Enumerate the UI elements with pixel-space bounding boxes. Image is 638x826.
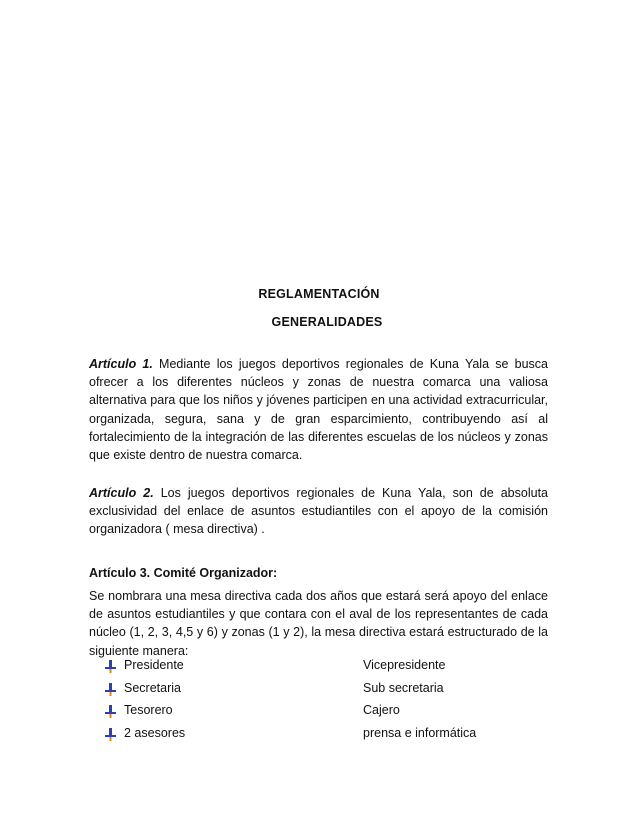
committee-role-right: Sub secretaria xyxy=(363,680,444,695)
committee-role-left: 2 asesores xyxy=(124,725,186,740)
article-3-text: Se nombrara una mesa directiva cada dos años que estará será apoyo del enlace de asuntos estudiantiles y que contara con el aval de los representantes de cada núcleo (1, 2, 3, 4,5 y 6) y zonas (1 y 2), la mesa directiva estará estructurado de la siguiente manera: xyxy=(89,589,548,658)
article-1 xyxy=(89,355,548,464)
committee-role-left: Presidente xyxy=(124,658,184,672)
document-subtitle: GENERALIDADES xyxy=(271,315,383,329)
committee-role-left: Secretaria xyxy=(124,680,181,695)
list-item xyxy=(104,658,564,681)
pushpin-bullet-icon xyxy=(104,705,117,718)
list-item xyxy=(104,681,564,704)
pushpin-bullet-icon xyxy=(104,728,117,741)
committee-role-left: Tesorero xyxy=(124,703,173,717)
article-3-heading: Artículo 3. Comité Organizador: xyxy=(89,566,278,580)
committee-role-right: Vicepresidente xyxy=(363,658,446,672)
pushpin-bullet-icon xyxy=(104,683,117,696)
article-2-lead: Artículo 2. xyxy=(89,486,154,500)
document-title: REGLAMENTACIÓN xyxy=(258,287,380,301)
article-1-text: Mediante los juegos deportivos regionales de Kuna Yala se busca ofrecer a los diferentes núcleos y zonas de nuestra comarca una valiosa alternativa para que los niños y jóvenes participen en una actividad extracurricular, organizada, segura, sana y de gran esparcimiento, contribuyendo así al fortalecimiento de la integración de las diferentes escuelas de los núcleos y zonas que existe dentro de nuestra comarca. xyxy=(89,357,548,463)
article-2 xyxy=(89,484,548,539)
committee-role-right: prensa e informática xyxy=(363,725,477,740)
list-item xyxy=(104,726,564,749)
article-1-lead: Artículo 1. xyxy=(89,357,153,371)
committee-list xyxy=(104,658,564,748)
article-2-text: Los juegos deportivos regionales de Kuna Yala, son de absoluta exclusividad del enlace de asuntos estudiantiles con el apoyo de la comisión organizadora ( mesa directiva) . xyxy=(89,486,548,537)
pushpin-bullet-icon xyxy=(104,660,117,673)
committee-role-right: Cajero xyxy=(363,703,400,717)
list-item xyxy=(104,703,564,726)
